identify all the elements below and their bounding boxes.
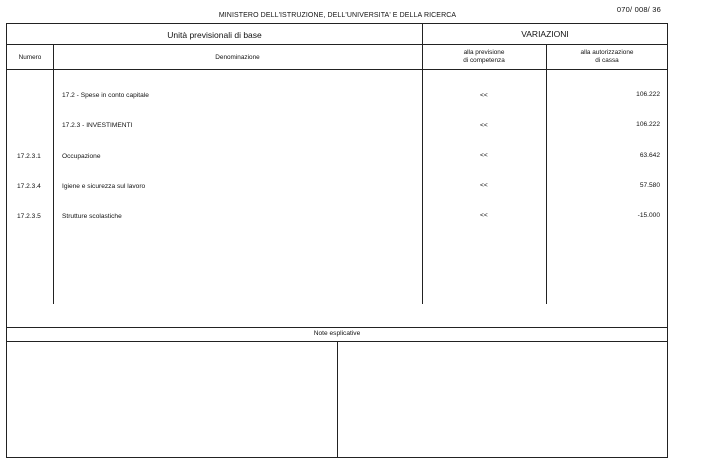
row-denominazione: 17.2.3 - INVESTIMENTI (62, 122, 133, 129)
variazioni-header: VARIAZIONI (521, 29, 569, 39)
ministry-title: MINISTERO DELL'ISTRUZIONE, DELL'UNIVERSITA' E DELLA RICERCA (218, 12, 457, 19)
table-bottom-line (7, 327, 667, 328)
row-cassa: 57.580 (639, 182, 660, 189)
row-cassa: 63.642 (639, 152, 660, 159)
col-header-denominazione: Denominazione (215, 54, 260, 61)
row-numero: 17.2.3.1 (17, 153, 41, 160)
document-reference: 070/ 008/ 36 (616, 5, 661, 14)
row-numero: 17.2.3.5 (17, 213, 41, 220)
col-header-competenza (422, 49, 546, 65)
col-header-competenza-line1: alla previsione (463, 49, 505, 56)
row-cassa: 106.222 (636, 121, 660, 128)
row-competenza: << (480, 122, 488, 129)
budget-table (6, 23, 668, 458)
header-bottom-line (7, 69, 667, 70)
notes-left-area (7, 342, 337, 457)
col-header-competenza-line2: di competenza (463, 57, 505, 64)
notes-right-area (338, 342, 667, 457)
row-numero: 17.2.3.4 (17, 183, 41, 190)
row-competenza: << (480, 212, 488, 219)
numero-column-line (53, 44, 54, 304)
col-header-numero: Numero (18, 54, 42, 61)
col-header-cassa-line1: alla autorizzazione (580, 49, 634, 56)
row-cassa: 106.222 (636, 91, 660, 98)
row-denominazione: Strutture scolastiche (62, 213, 122, 220)
header-divider (7, 44, 667, 45)
notes-title: Note esplicative (313, 330, 361, 337)
row-competenza: << (480, 152, 488, 159)
competenza-column-line (546, 44, 547, 304)
col-header-cassa-line2: di cassa (595, 57, 619, 64)
row-denominazione: Igiene e sicurezza sul lavoro (62, 183, 146, 190)
row-cassa: -15.000 (637, 212, 660, 219)
row-denominazione: 17.2 - Spese in conto capitale (62, 92, 149, 99)
upb-variazioni-separator (422, 24, 423, 304)
upb-header: Unità previsionali di base (167, 30, 262, 40)
row-competenza: << (480, 92, 488, 99)
row-competenza: << (480, 182, 488, 189)
col-header-cassa (546, 49, 668, 65)
row-denominazione: Occupazione (62, 153, 101, 160)
